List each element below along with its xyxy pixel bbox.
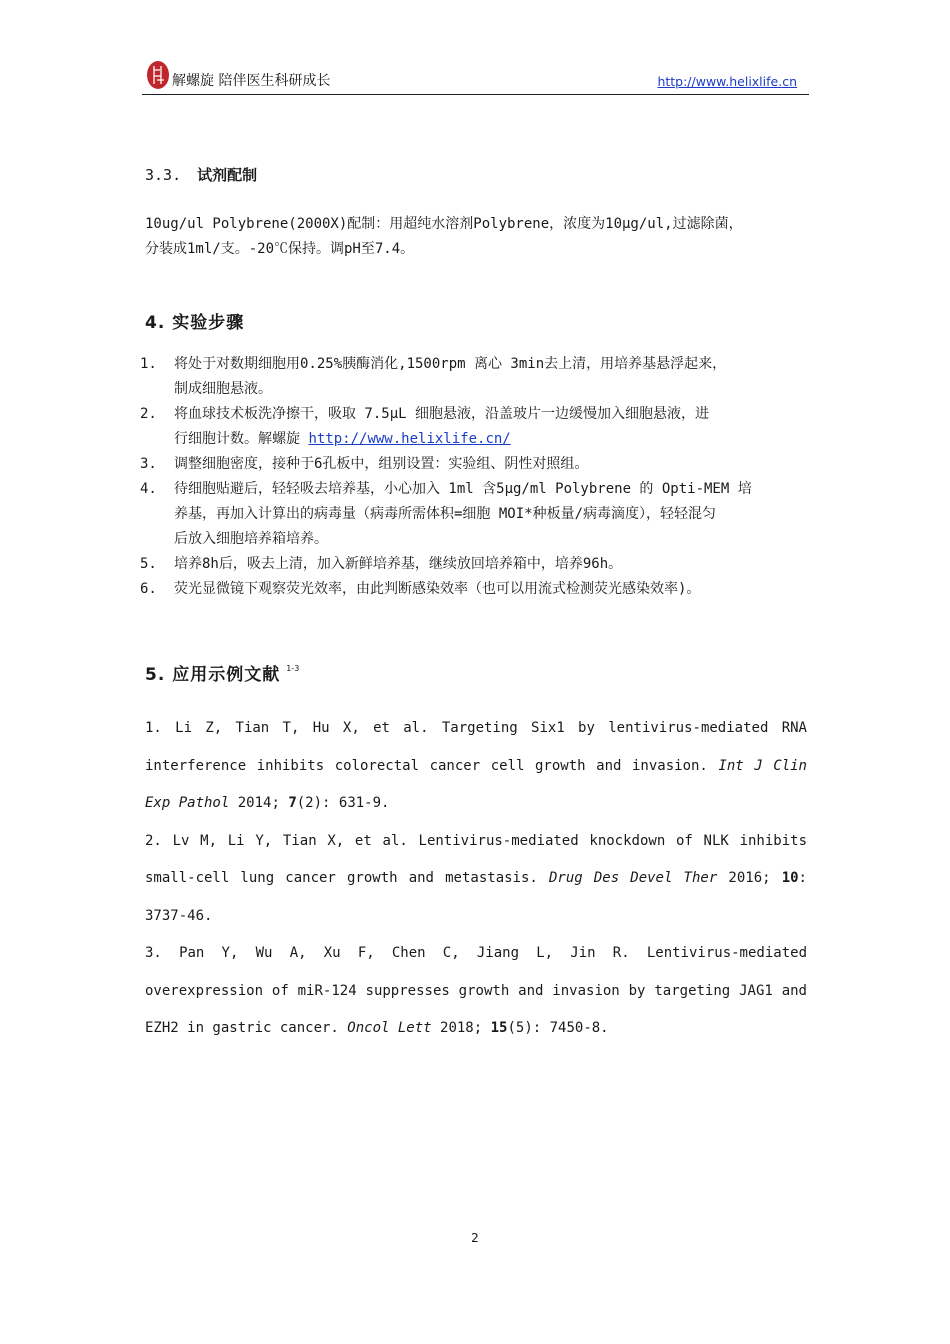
experiment-steps-list bbox=[140, 352, 810, 602]
section-3-3-heading bbox=[145, 164, 257, 185]
paragraph-line: 分装成1ml/支。-20℃保持。调pH至7.4。 bbox=[145, 241, 415, 257]
journal-name: Int J Clin Exp Pathol bbox=[145, 757, 807, 811]
step-number: 1. bbox=[140, 356, 157, 372]
step-line: 调整细胞密度，接种于6孔板中，组别设置：实验组、阴性对照组。 bbox=[174, 456, 589, 472]
section-5-heading bbox=[145, 660, 299, 685]
journal-name: Drug Des Devel Ther bbox=[548, 870, 718, 886]
step-line: 养基，再加入计算出的病毒量（病毒所需体积=细胞 MOI*种板量/病毒滴度），轻轻混匀 bbox=[174, 506, 716, 522]
reference-pages: (5): 7450-8. bbox=[507, 1020, 609, 1036]
list-item bbox=[140, 402, 810, 452]
reference-item bbox=[145, 710, 807, 823]
reference-text: 3. Pan Y, Wu A, Xu F, Chen C, Jiang L, Jin R. Lentivirus-mediated overexpression of miR-124 suppresses growth and invasion by targeting JAG1 and EZH2 in gastric cancer. bbox=[145, 945, 807, 1036]
step-number: 2. bbox=[140, 406, 157, 422]
section-number: 3.3. bbox=[145, 166, 182, 184]
reference-pages: : 3737-46. bbox=[145, 870, 807, 924]
reference-year: 2014; bbox=[229, 795, 289, 811]
reference-text: 2. Lv M, Li Y, Tian X, et al. Lentivirus-mediated knockdown of NLK inhibits small-cell lung cancer growth and metastasis. bbox=[145, 832, 807, 886]
step-text: 行细胞计数。解螺旋 bbox=[174, 431, 300, 447]
step-line: 将血球技术板洗净擦干，吸取 7.5μL 细胞悬液，沿盖玻片一边缓慢加入细胞悬液，进 bbox=[174, 406, 709, 422]
list-item bbox=[140, 452, 810, 477]
step-number: 5. bbox=[140, 556, 157, 572]
step-line: 制成细胞悬液。 bbox=[174, 381, 272, 397]
step-line: 后放入细胞培养箱培养。 bbox=[174, 531, 328, 547]
reference-year: 2018; bbox=[431, 1020, 491, 1036]
helix-logo-icon bbox=[146, 60, 170, 90]
reference-item bbox=[145, 823, 807, 936]
reference-volume: 7 bbox=[288, 795, 297, 811]
reference-pages: (2): 631-9. bbox=[296, 795, 390, 811]
step-line: 待细胞贴避后，轻轻吸去培养基，小心加入 1ml 含5μg/ml Polybrene 的 Opti-MEM 培 bbox=[174, 481, 752, 497]
reference-year: 2016; bbox=[717, 870, 782, 886]
step-number: 6. bbox=[140, 581, 157, 597]
page-header bbox=[142, 60, 809, 95]
section-4-heading: 4. 实验步骤 bbox=[145, 313, 245, 333]
list-item bbox=[140, 577, 810, 602]
reference-list bbox=[145, 710, 807, 1048]
step-line: 培养8h后，吸去上清，加入新鲜培养基，继续放回培养箱中，培养96h。 bbox=[174, 556, 623, 572]
reagent-paragraph bbox=[145, 212, 809, 262]
reference-text: 1. Li Z, Tian T, Hu X, et al. Targeting Six1 by lentivirus-mediated RNA interference inhibits colorectal cancer cell growth and invasion. bbox=[145, 720, 807, 774]
helixlife-link[interactable]: http://www.helixlife.cn/ bbox=[308, 431, 511, 447]
step-number: 3. bbox=[140, 456, 157, 472]
header-site-link[interactable]: http://www.helixlife.cn bbox=[657, 74, 797, 89]
list-item bbox=[140, 352, 810, 402]
brand-slogan: 解螺旋 陪伴医生科研成长 bbox=[172, 73, 331, 89]
reference-volume: 10 bbox=[781, 870, 799, 886]
step-line: 将处于对数期细胞用0.25%胰酶消化,1500rpm 离心 3min去上清，用培养基悬浮起来， bbox=[174, 356, 727, 372]
section-title: 5. 应用示例文献 bbox=[145, 665, 281, 685]
step-line: 荧光显微镜下观察荧光效率，由此判断感染效率（也可以用流式检测荧光感染效率)。 bbox=[174, 581, 701, 597]
list-item bbox=[140, 477, 810, 552]
step-number: 4. bbox=[140, 481, 157, 497]
section-title: 试剂配制 bbox=[197, 166, 258, 184]
reference-item bbox=[145, 935, 807, 1048]
step-line-with-link bbox=[174, 427, 810, 452]
citation-superscript: 1-3 bbox=[286, 664, 300, 673]
page-number: 2 bbox=[471, 1231, 479, 1245]
journal-name: Oncol Lett bbox=[347, 1020, 432, 1036]
reference-volume: 15 bbox=[490, 1020, 508, 1036]
paragraph-line: 10ug/ul Polybrene(2000X)配制：用超纯水溶剂Polybrene，浓度为10μg/ul,过滤除菌， bbox=[145, 216, 743, 232]
list-item bbox=[140, 552, 810, 577]
